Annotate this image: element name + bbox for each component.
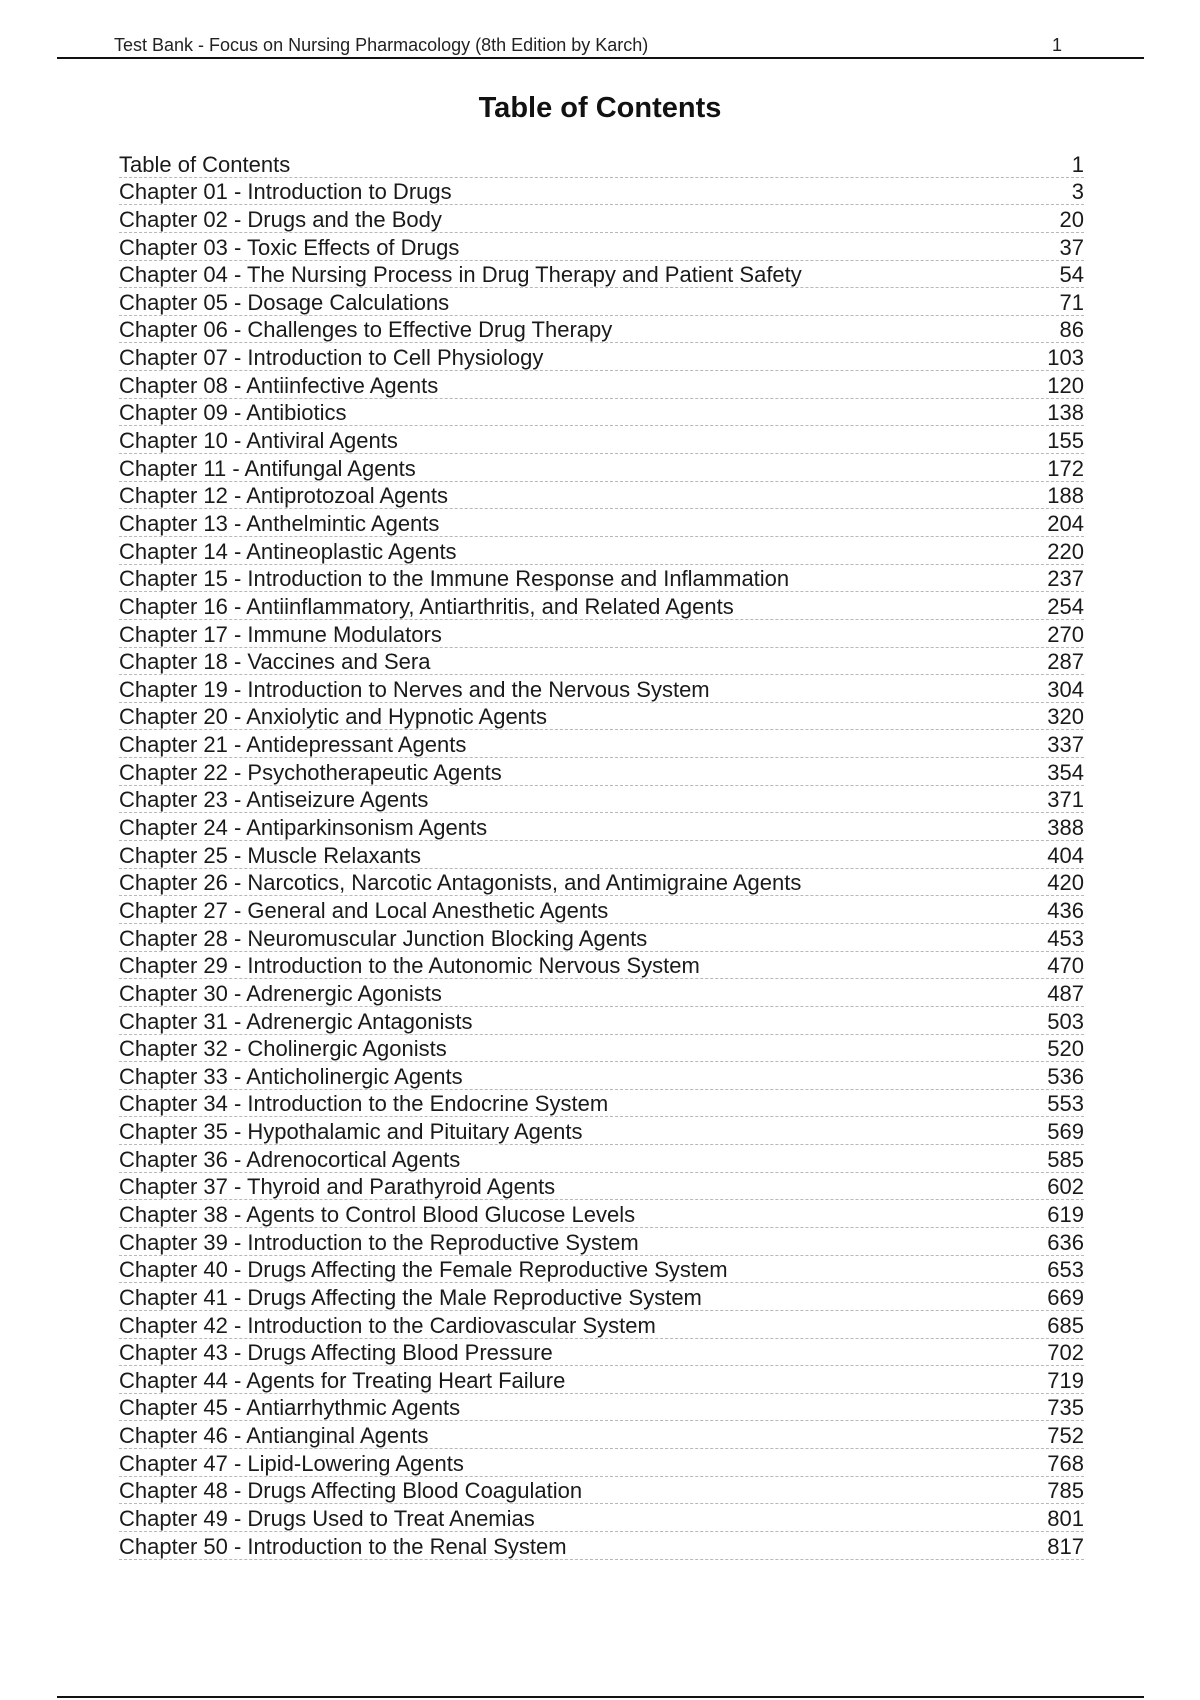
toc-entry-page: 138 [1047,400,1084,426]
toc-entry[interactable] [119,730,1084,758]
toc-entry-label: Chapter 17 - Immune Modulators [119,621,442,647]
toc-entry-page: 204 [1047,510,1084,536]
toc-entry-page: 470 [1047,953,1084,979]
toc-entry-page: 520 [1047,1036,1084,1062]
toc-entry-label: Chapter 12 - Antiprotozoal Agents [119,483,448,509]
toc-entry-label: Chapter 05 - Dosage Calculations [119,289,450,315]
toc-entry-page: 768 [1047,1450,1084,1476]
toc-entry[interactable] [119,1173,1084,1201]
toc-entry[interactable] [119,979,1084,1007]
toc-entry-page: 653 [1047,1257,1084,1283]
toc-entry[interactable] [119,343,1084,371]
toc-entry-label: Chapter 40 - Drugs Affecting the Female Reproductive System [119,1257,728,1283]
toc-entry-label: Chapter 39 - Introduction to the Reproductive System [119,1229,639,1255]
toc-entry-page: 420 [1047,870,1084,896]
toc-entry-page: 752 [1047,1423,1084,1449]
toc-list [119,150,1084,1560]
toc-entry-page: 436 [1047,897,1084,923]
toc-entry-page: 304 [1047,676,1084,702]
toc-entry[interactable] [119,1228,1084,1256]
toc-entry[interactable] [119,537,1084,565]
toc-entry-page: 536 [1047,1063,1084,1089]
toc-entry-label: Chapter 41 - Drugs Affecting the Male Reproductive System [119,1284,702,1310]
footer-rule [57,1696,1144,1698]
toc-entry-page: 20 [1059,206,1084,232]
toc-entry[interactable] [119,1090,1084,1118]
toc-entry-label: Chapter 45 - Antiarrhythmic Agents [119,1395,461,1421]
toc-entry[interactable] [119,703,1084,731]
toc-entry-label: Chapter 32 - Cholinergic Agonists [119,1036,447,1062]
toc-entry-label: Chapter 07 - Introduction to Cell Physiology [119,345,544,371]
toc-entry[interactable] [119,1477,1084,1505]
toc-entry[interactable] [119,288,1084,316]
toc-entry-label: Chapter 31 - Adrenergic Antagonists [119,1008,473,1034]
toc-entry-label: Chapter 04 - The Nursing Process in Drug Therapy and Patient Safety [119,262,802,288]
toc-entry-page: 669 [1047,1284,1084,1310]
toc-entry-label: Chapter 09 - Antibiotics [119,400,347,426]
toc-entry[interactable] [119,261,1084,289]
toc-entry-page: 371 [1047,787,1084,813]
toc-entry-label: Chapter 43 - Drugs Affecting Blood Pressure [119,1340,553,1366]
toc-entry[interactable] [119,620,1084,648]
toc-entry[interactable] [119,924,1084,952]
toc-entry-label: Chapter 15 - Introduction to the Immune Response and Inflammation [119,566,790,592]
toc-entry-label: Chapter 13 - Anthelmintic Agents [119,510,440,536]
toc-entry-page: 337 [1047,732,1084,758]
toc-entry-label: Chapter 03 - Toxic Effects of Drugs [119,234,460,260]
toc-entry-label: Chapter 25 - Muscle Relaxants [119,842,422,868]
toc-entry-label: Chapter 46 - Antianginal Agents [119,1423,429,1449]
toc-entry-page: 1 [1071,151,1084,177]
toc-entry-page: 220 [1047,538,1084,564]
toc-entry[interactable] [119,1283,1084,1311]
toc-entry-label: Chapter 21 - Antidepressant Agents [119,732,467,758]
toc-entry[interactable] [119,1339,1084,1367]
toc-entry-page: 37 [1059,234,1084,260]
toc-entry[interactable] [119,426,1084,454]
toc-entry-page: 636 [1047,1229,1084,1255]
toc-entry-label: Chapter 02 - Drugs and the Body [119,206,442,232]
toc-heading: Table of Contents [478,92,722,124]
toc-entry[interactable] [119,1394,1084,1422]
toc-entry-label: Chapter 42 - Introduction to the Cardiovascular System [119,1312,656,1338]
toc-entry[interactable] [119,454,1084,482]
toc-entry-page: 120 [1047,372,1084,398]
toc-entry-page: 172 [1047,455,1084,481]
toc-entry-page: 320 [1047,704,1084,730]
toc-entry[interactable] [119,233,1084,261]
toc-entry[interactable] [119,896,1084,924]
toc-entry-label: Chapter 08 - Antiinfective Agents [119,372,439,398]
toc-entry-label: Chapter 49 - Drugs Used to Treat Anemias [119,1506,535,1532]
toc-entry[interactable] [119,1311,1084,1339]
toc-entry-page: 702 [1047,1340,1084,1366]
toc-entry[interactable] [119,841,1084,869]
toc-entry-label: Chapter 14 - Antineoplastic Agents [119,538,457,564]
toc-entry-page: 817 [1047,1533,1084,1559]
toc-entry-page: 553 [1047,1091,1084,1117]
toc-entry-label: Chapter 16 - Antiinflammatory, Antiarthritis, and Related Agents [119,593,734,619]
toc-entry-label: Chapter 01 - Introduction to Drugs [119,179,452,205]
toc-entry[interactable] [119,1035,1084,1063]
toc-entry[interactable] [119,675,1084,703]
header-title: Test Bank - Focus on Nursing Pharmacology (8th Edition by Karch) [114,35,649,55]
toc-entry[interactable] [119,205,1084,233]
toc-entry[interactable] [119,1062,1084,1090]
toc-entry-page: 155 [1047,428,1084,454]
toc-entry-page: 585 [1047,1146,1084,1172]
toc-entry[interactable] [119,1007,1084,1035]
toc-entry-page: 569 [1047,1119,1084,1145]
toc-entry-page: 404 [1047,842,1084,868]
toc-entry[interactable] [119,565,1084,593]
toc-entry[interactable] [119,758,1084,786]
toc-entry-label: Chapter 27 - General and Local Anesthetic Agents [119,897,609,923]
toc-entry[interactable] [119,482,1084,510]
toc-entry-label: Chapter 38 - Agents to Control Blood Glucose Levels [119,1201,636,1227]
toc-entry-label: Chapter 34 - Introduction to the Endocrine System [119,1091,609,1117]
toc-entry-label: Chapter 11 - Antifungal Agents [119,455,416,481]
toc-entry-label: Chapter 30 - Adrenergic Agonists [119,980,442,1006]
toc-entry-label: Chapter 36 - Adrenocortical Agents [119,1146,461,1172]
toc-entry-label: Chapter 37 - Thyroid and Parathyroid Agents [119,1174,556,1200]
toc-entry-label: Chapter 50 - Introduction to the Renal System [119,1533,567,1559]
toc-entry[interactable] [119,648,1084,676]
toc-entry-page: 188 [1047,483,1084,509]
toc-entry[interactable] [119,1532,1084,1560]
toc-entry-label: Chapter 06 - Challenges to Effective Drug Therapy [119,317,613,343]
toc-entry-page: 487 [1047,980,1084,1006]
toc-entry-label: Chapter 20 - Anxiolytic and Hypnotic Agents [119,704,548,730]
toc-entry-page: 453 [1047,925,1084,951]
toc-entry[interactable] [119,1366,1084,1394]
toc-entry[interactable] [119,1256,1084,1284]
toc-entry-page: 735 [1047,1395,1084,1421]
toc-entry-label: Chapter 23 - Antiseizure Agents [119,787,429,813]
toc-entry[interactable] [119,1200,1084,1228]
toc-entry-page: 354 [1047,759,1084,785]
toc-entry[interactable] [119,592,1084,620]
toc-entry-label: Chapter 47 - Lipid-Lowering Agents [119,1450,464,1476]
header-page-number: 1 [1051,35,1062,55]
toc-entry[interactable] [119,1421,1084,1449]
toc-entry-page: 785 [1047,1478,1084,1504]
toc-entry[interactable] [119,813,1084,841]
toc-entry-page: 237 [1047,566,1084,592]
toc-entry[interactable] [119,1504,1084,1532]
toc-entry-page: 503 [1047,1008,1084,1034]
page-header [57,33,1144,59]
toc-entry-page: 86 [1059,317,1084,343]
toc-entry-label: Chapter 44 - Agents for Treating Heart Failure [119,1367,566,1393]
toc-entry-label: Chapter 26 - Narcotics, Narcotic Antagonists, and Antimigraine Agents [119,870,802,896]
toc-entry-label: Chapter 19 - Introduction to Nerves and the Nervous System [119,676,710,702]
toc-entry[interactable] [119,1449,1084,1477]
toc-entry-label: Chapter 24 - Antiparkinsonism Agents [119,815,488,841]
toc-entry-page: 54 [1059,262,1084,288]
toc-entry-page: 3 [1071,179,1084,205]
toc-entry-page: 71 [1059,289,1084,315]
toc-entry-label: Chapter 22 - Psychotherapeutic Agents [119,759,502,785]
toc-entry-page: 254 [1047,593,1084,619]
toc-entry-page: 801 [1047,1506,1084,1532]
toc-entry-label: Chapter 29 - Introduction to the Autonomic Nervous System [119,953,700,979]
toc-entry-label: Chapter 28 - Neuromuscular Junction Blocking Agents [119,925,648,951]
toc-entry[interactable] [119,952,1084,980]
toc-entry-page: 619 [1047,1201,1084,1227]
toc-entry-page: 719 [1047,1367,1084,1393]
toc-entry-page: 388 [1047,815,1084,841]
toc-entry[interactable] [119,869,1084,897]
toc-entry-label: Chapter 10 - Antiviral Agents [119,428,398,454]
toc-entry-label: Chapter 33 - Anticholinergic Agents [119,1063,463,1089]
toc-entry[interactable] [119,399,1084,427]
toc-entry-page: 103 [1047,345,1084,371]
toc-entry-page: 685 [1047,1312,1084,1338]
toc-entry[interactable] [119,1117,1084,1145]
toc-entry-label: Chapter 35 - Hypothalamic and Pituitary Agents [119,1119,583,1145]
toc-entry-label: Table of Contents [119,151,291,177]
toc-entry[interactable] [119,1145,1084,1173]
toc-entry-label: Chapter 48 - Drugs Affecting Blood Coagulation [119,1478,583,1504]
toc-entry[interactable] [119,371,1084,399]
toc-entry-page: 270 [1047,621,1084,647]
toc-entry[interactable] [119,316,1084,344]
toc-entry[interactable] [119,786,1084,814]
toc-entry[interactable] [119,509,1084,537]
toc-entry[interactable] [119,150,1084,178]
toc-entry-label: Chapter 18 - Vaccines and Sera [119,649,431,675]
toc-entry[interactable] [119,178,1084,206]
toc-entry-page: 287 [1047,649,1084,675]
toc-entry-page: 602 [1047,1174,1084,1200]
